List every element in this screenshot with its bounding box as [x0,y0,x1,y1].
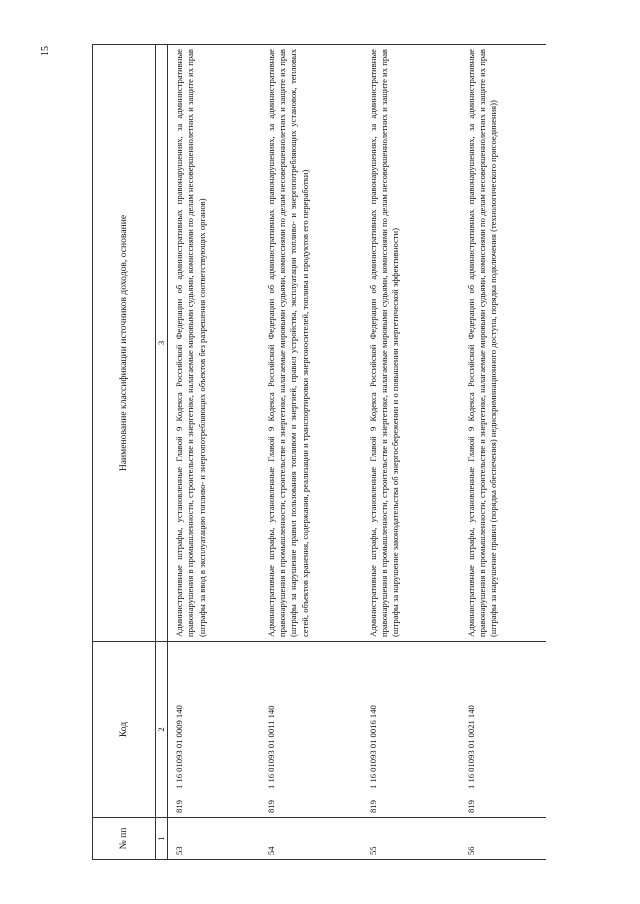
table-row [362,45,460,860]
admin-code: 819 [265,800,276,813]
table-row [168,45,260,860]
row-code [168,642,260,818]
table-row [460,45,546,860]
row-number: 54 [260,818,362,860]
table-header-row [93,45,156,860]
classification-code: 1 16 01093 01 0011 140 [265,705,276,789]
classification-code: 1 16 01093 01 0021 140 [465,705,476,789]
column-numbers-row [156,45,168,860]
row-code [460,642,546,818]
table-row [260,45,362,860]
classification-code: 1 16 01093 01 0009 140 [174,705,184,789]
row-number: 56 [460,818,546,860]
row-name: Административные штрафы, установленные Главой 9 Кодекса Российской Федерации об административных правонарушениях, за административные правонарушения в промышленности, строительстве и энергетике, налагаемые мировыми судьями, комиссиями по делам несовершеннолетних и защите их прав (штрафы за нарушение правил (порядка обеспечения) недискриминационного доступа, порядка подключения (технологического присоединения)) [460,45,546,642]
page-number: 15 [40,46,51,56]
admin-code: 819 [465,800,476,813]
admin-code: 819 [174,800,184,813]
row-code [260,642,362,818]
row-name: Административные штрафы, установленные Главой 9 Кодекса Российской Федерации об административных правонарушениях, за административные правонарушения в промышленности, строительстве и энергетике, налагаемые мировыми судьями, комиссиями по делам несовершеннолетних и защите их прав (штрафы за ввод в эксплуатацию топливо- и энергопотребляющих объектов без разрешения соответствующих органов) [168,45,260,642]
column-number: 2 [156,642,168,818]
column-number: 3 [156,45,168,642]
column-number: 1 [156,818,168,860]
classification-code: 1 16 01093 01 0016 140 [367,705,378,789]
header-code: Код [93,642,156,818]
revenue-classification-table [92,44,546,860]
header-number: № пп [93,818,156,860]
row-code [362,642,460,818]
header-name: Наименование классификации источников доходов, основание [93,45,156,642]
admin-code: 819 [367,800,378,813]
row-name: Административные штрафы, установленные Главой 9 Кодекса Российской Федерации об административных правонарушениях, за административные правонарушения в промышленности, строительстве и энергетике, налагаемые мировыми судьями, комиссиями по делам несовершеннолетних и защите их прав (штрафы за нарушение законодательства об энергосбережении и о повышении энергетической эффективности) [362,45,460,642]
row-name: Административные штрафы, установленные Главой 9 Кодекса Российской Федерации об административных правонарушениях, за административные правонарушения в промышленности, строительстве и энергетике, налагаемые мировыми судьями, комиссиями по делам несовершеннолетних и защите их прав (штрафы за нарушение правил пользования топливом и энергией, правил устройства, эксплуатации топливо- и энергопотребляющих установок, тепловых сетей, объектов хранения, содержания, реализации и транспортировки энергоносителей, топлива и продуктов его переработки) [260,45,362,642]
row-number: 53 [168,818,260,860]
rotated-table-container [92,45,545,860]
row-number: 55 [362,818,460,860]
